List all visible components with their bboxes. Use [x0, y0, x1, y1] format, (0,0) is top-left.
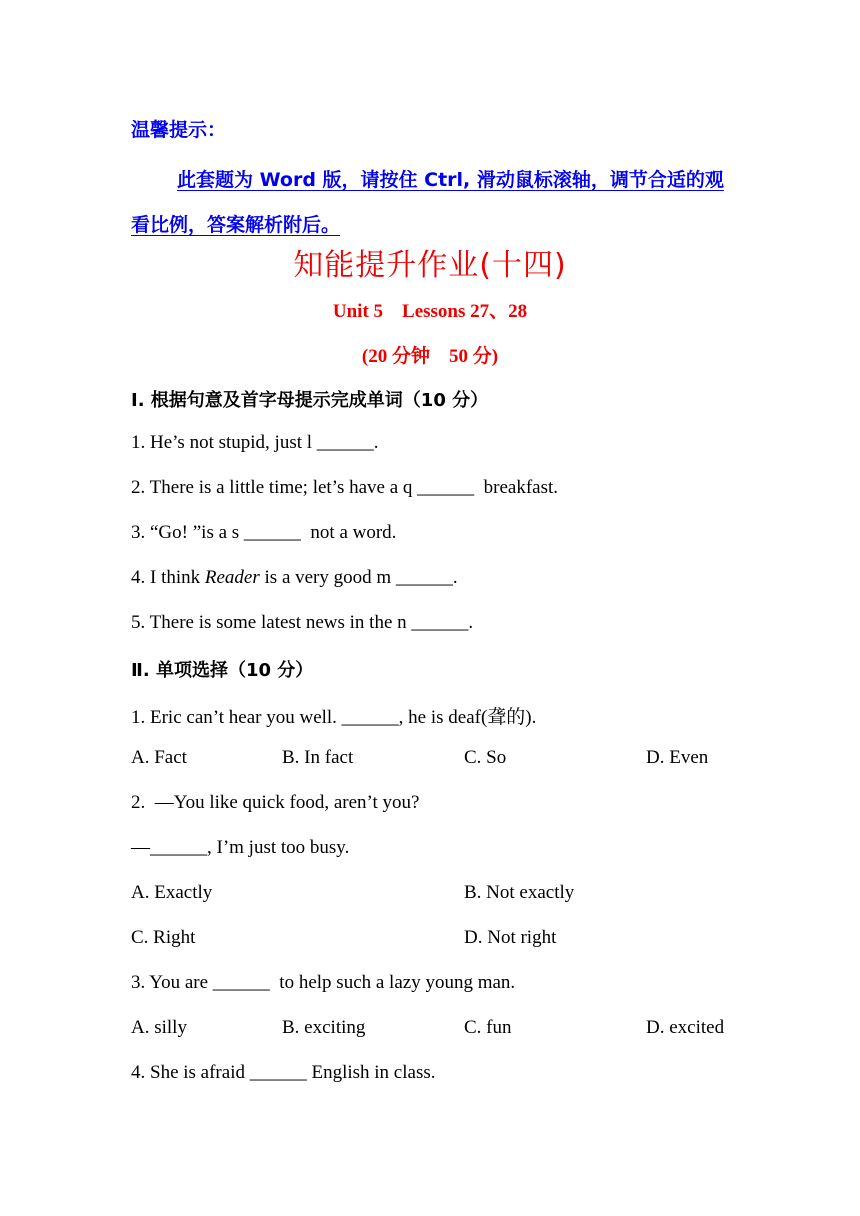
question-2-3-option-d: D. excited	[646, 1017, 725, 1038]
question-2-4-stem: 4. She is afraid ______ English in class.	[131, 1062, 436, 1083]
time-score-info: (20 分钟 50 分)	[361, 346, 499, 367]
question-2-2-stem: 2. —You like quick food, aren’t you?	[131, 792, 420, 813]
section-2-heading: Ⅱ. 单项选择（10 分）	[131, 660, 314, 681]
question-1-4-pre: 4. I think	[131, 567, 205, 588]
question-2-2-option-b: B. Not exactly	[464, 882, 575, 903]
question-2-2-option-d: D. Not right	[464, 927, 557, 948]
question-1-5: 5. There is some latest news in the n ______.	[131, 612, 474, 633]
question-2-3-option-b: B. exciting	[282, 1017, 366, 1038]
question-2-2-option-c: C. Right	[131, 927, 196, 948]
question-1-3: 3. “Go! ”is a s ______ not a word.	[131, 522, 397, 543]
question-1-4-post: is a very good m ______.	[259, 567, 458, 588]
question-2-3-stem: 3. You are ______ to help such a lazy young man.	[131, 972, 516, 993]
tip-body: 此套题为 Word 版，请按住 Ctrl, 滑动鼠标滚轴，调节合适的观看比例，答案解析附后。	[131, 169, 724, 236]
tip-heading: 温馨提示：	[131, 119, 227, 141]
question-2-1-option-d: D. Even	[646, 747, 709, 768]
question-2-1-stem: 1. Eric can’t hear you well. ______, he is deaf(聋的).	[131, 707, 537, 728]
question-2-3-option-c: C. fun	[464, 1017, 512, 1038]
question-2-1-option-b: B. In fact	[282, 747, 354, 768]
question-2-2-reply: —______, I’m just too busy.	[131, 837, 350, 858]
question-1-2: 2. There is a little time; let’s have a q ______ breakfast.	[131, 477, 559, 498]
question-1-4-emphasis: Reader	[204, 567, 260, 588]
section-1-heading: Ⅰ. 根据句意及首字母提示完成单词（10 分）	[131, 390, 489, 411]
question-2-2-option-a: A. Exactly	[131, 882, 213, 903]
question-1-1: 1. He’s not stupid, just l ______.	[131, 432, 379, 453]
question-1-4	[131, 567, 458, 589]
question-2-1-option-c: C. So	[464, 747, 507, 768]
page-title: 知能提升作业(十四)	[293, 248, 567, 283]
page-subtitle: Unit 5 Lessons 27、28	[332, 301, 528, 322]
question-2-1-option-a: A. Fact	[131, 747, 187, 768]
question-2-3-option-a: A. silly	[131, 1017, 187, 1038]
